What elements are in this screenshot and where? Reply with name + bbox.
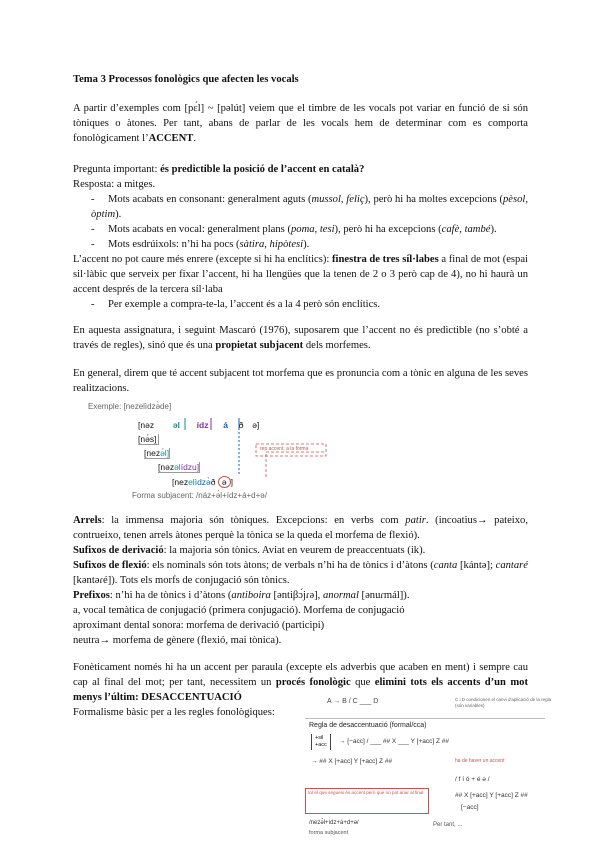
arrels-paragraph: Arrels: la immensa majoria són tòniques. Excepcions: en verbs com patir. (incoatius→ pateixo, contrueixo, tenen arrels àtones perquè la tònica se la queda el morfema de flexió).	[73, 515, 528, 541]
formalisme-line: Formalisme bàsic per a les regles fonològiques:	[73, 707, 275, 718]
enclitic-paragraph: L’accent no pot caure més enrere (excepte si hi ha enclítics): finestra de tres síl·labes a final de mot (espai sil·làbic que serveix per fixar l’accent, hi ha llengües que la tenen de 2 o 3 però cap de 4), no hi haurà un accent després de la tercera síl·laba	[73, 254, 528, 295]
rule-underlying: /nezə́l+ídz+á+d+ə/	[309, 820, 359, 826]
bullet-vocal: - Mots acabats en vocal: generalment plans (poma, tesi), però hi ha excepcions (cafè, també).	[91, 224, 497, 235]
derivation-row-1: [nəz əl ídz á ð ə]	[138, 420, 260, 430]
neutra-line: neutra→ morfema de gènere (flexió, mai tònica).	[73, 635, 282, 646]
accent-example-figure	[88, 402, 488, 502]
rule-divider	[305, 718, 545, 719]
derivation-row-3: [nezə́l]	[144, 448, 170, 458]
figure-example-label: Exemple: [nezelìdzə̀de]	[88, 402, 172, 411]
rule-line-3: ## X [+acc] Y [+acc] Z ##	[455, 792, 528, 799]
bullet-esdruixols: - Mots esdrúixols: n’hi ha pocs (sàtira, hipòtesi).	[91, 239, 310, 250]
rule-conclusion: Per tant, ...	[433, 822, 463, 828]
foneticament-paragraph: Fonèticament només hi ha un accent per paraula (excepte els adverbis que acaben en ment) i sempre cau cap al final del mot; per tant, necessitem un procés fonològic que elimini tots els accents d’un mot menys l’últim: DESACCENTUACIÓ	[73, 662, 528, 703]
question-line: Pregunta important: és predictible la posició de l’accent en català?	[73, 164, 365, 175]
derivation-row-4: [nəzəlídzu]	[158, 462, 200, 472]
answer-line: Resposta: a mitges.	[73, 179, 156, 190]
rule-template-note: C i D condicionen el canvi d'aplicació de la regla (són variables)	[455, 697, 552, 708]
rule-variables: / f í ó + é ə /	[455, 776, 490, 783]
bullet-consonant: - Mots acabats en consonant: generalment aguts (mussol, feliç), però hi ha moltes excepcions (pèsol, òptim).	[91, 194, 529, 220]
derivation-lines	[88, 402, 488, 502]
rule-red-note: tot el que segueix és accent però que no pot anar al final	[305, 788, 429, 814]
intro-paragraph: A partir d’exemples com [pɛ́l] ~ [pəlút] veiem que el timbre de les vocals pot variar en funció de si són tòniques o àtones. Per tant, abans de parlar de les vocals hem de determinar com es comporta fonològicament l’ACCENT.	[73, 103, 528, 144]
rule-right-note: ha de haver un accent	[455, 758, 505, 764]
derivation-row-5: [nezelìdzə̀ð ə ]	[172, 477, 233, 487]
mascaro-paragraph: En aquesta assignatura, i seguint Mascaró (1976), suposarem que l’accent no és predictible (no s’obté a través de regles), sinó que és una propietat subjacent dels morfemes.	[73, 325, 528, 351]
figure-note: rep accent, a la forma	[260, 446, 309, 452]
derivacio-line: Sufixos de derivació: la majoria són tònics. Aviat en veurem de preaccentuats (ik).	[73, 545, 426, 556]
rule-minus-acc: [−acc]	[461, 804, 479, 811]
rule-figure	[305, 696, 560, 848]
rule-heading: Regla de desaccentuació (formal/cca)	[309, 722, 427, 729]
rule-template: A → B / C ___ D	[327, 698, 379, 705]
general-paragraph: En general, direm que té accent subjacent tot morfema que es pronuncia com a tònic en alguna de les seves realitzacions.	[73, 368, 528, 394]
rule-form-label: forma subjacent	[309, 830, 349, 836]
derivation-row-2: [nə́s]	[138, 434, 159, 445]
section-title: Tema 3 Processos fonològics que afecten les vocals	[73, 74, 299, 85]
rule-line-2: → ## X [+acc] Y [+acc] Z ##	[311, 758, 393, 765]
flexio-paragraph: Sufixos de flexió: els nominals són tots àtons; de verbals n’hi ha de tònics i d’àtons (canta [kántə]; cantaré [kəntəɾé]). Tots els morfs de conjugació són tònics.	[73, 560, 528, 586]
figure-underlying-form: Forma subjacent: /náz+ə́l+ídz+á+d+ə/	[132, 491, 267, 500]
vocal-tematica-line: a, vocal temàtica de conjugació (primera conjugació). Morfema de conjugació	[73, 605, 405, 616]
rule-line-1: → [−acc] / ___ ## X ___ Y [+acc] Z ##	[339, 738, 449, 745]
prefixos-line: Prefixos: n’hi ha de tònics i d’àtons (antiboira [əntiβɔ́jɾə], anormal [ənuɾmál]).	[73, 590, 410, 601]
bullet-example: - Per exemple a compra-te-la, l’accent és a la 4 però són enclítics.	[91, 299, 381, 310]
feature-matrix: +sil +acc	[311, 734, 331, 750]
aproximant-line: aproximant dental sonora: morfema de derivació (participi)	[73, 620, 325, 631]
